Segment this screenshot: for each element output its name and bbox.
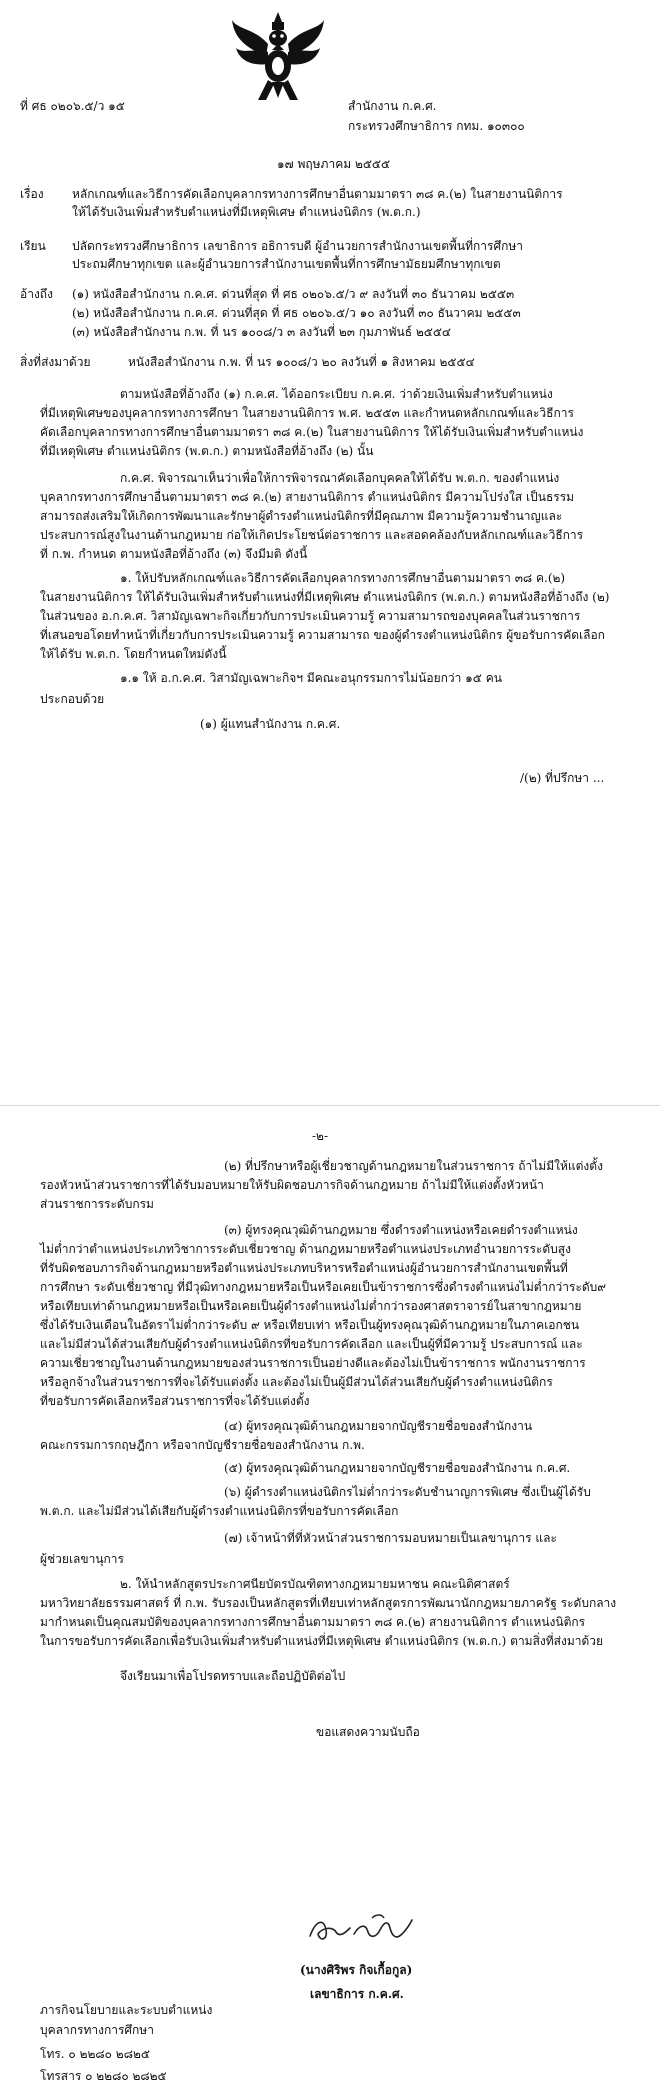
body-line: ในสายงานนิติการ ให้ได้รับเงินเพิ่มสำหรับตำแหน่งที่มีเหตุพิเศษ ตำแหน่งนิติกร (พ.ต.ก.) ตามหนังสือที่อ้างถึง (๒) xyxy=(40,590,610,604)
body-line: (๖) ผู้ดำรงตำแหน่งนิติกรไม่ต่ำกว่าระดับชำนาญการพิเศษ ซึ่งเป็นผู้ได้รับ xyxy=(224,1485,591,1499)
body-line: ให้ได้รับ พ.ต.ก. โดยกำหนดใหม่ดังนี้ xyxy=(40,647,227,661)
body-line: ในส่วนของ อ.ก.ค.ศ. วิสามัญเฉพาะกิจเกี่ยวกับการประเมินความรู้ ความสามารถของบุคคลในส่วนราชการ xyxy=(40,609,581,623)
body-line: ๑. ให้ปรับหลักเกณฑ์และวิธีการคัดเลือกบุคลากรทางการศึกษาอื่นตามมาตรา ๓๘ ค.(๒) xyxy=(120,571,566,585)
recipient-label: เรียน xyxy=(20,239,46,253)
body-line: ประสบการณ์สูงในงานด้านกฎหมาย ก่อให้เกิดประโยชน์ต่อราชการ และสอดคล้องกับหลักเกณฑ์และวิธีการ xyxy=(40,528,584,542)
body-line: (๕) ผู้ทรงคุณวุฒิด้านกฎหมายจากบัญชีรายชื่อของสำนักงาน ก.ค.ศ. xyxy=(224,1461,571,1475)
body-line: ซึ่งได้รับเงินเดือนในอัตราไม่ต่ำกว่าระดับ ๙ หรือเทียบเท่า หรือเป็นผู้ทรงคุณวุฒิด้านกฎหมายในภาคเอกชน xyxy=(40,1318,580,1332)
footer-fax: โทรสาร ๐ ๒๒๘๐ ๒๘๒๕ xyxy=(40,2069,167,2083)
footer-unit: ภารกิจนโยบายและระบบตำแหน่ง xyxy=(40,2003,213,2017)
subject-label: เรื่อง xyxy=(20,187,44,201)
document-date: ๑๗ พฤษภาคม ๒๕๕๕ xyxy=(277,157,391,171)
signature-icon xyxy=(306,1910,416,1948)
body-line: (๑) ผู้แทนสำนักงาน ก.ค.ศ. xyxy=(200,717,341,731)
body-line: ความเชี่ยวชาญในงานด้านกฎหมายของส่วนราชการเป็นอย่างดีและต้องไม่เป็นข้าราชการ พนักงานราชการ xyxy=(40,1356,586,1370)
body-line: ตามหนังสือที่อ้างถึง (๑) ก.ค.ศ. ได้ออกระเบียบ ก.ค.ศ. ว่าด้วยเงินเพิ่มสำหรับตำแหน่ง xyxy=(120,387,553,401)
body-line: มากำหนดเป็นคุณสมบัติของบุคลากรทางการศึกษาอื่นตามมาตรา ๓๘ ค.(๒) สายงานนิติการ ตำแหน่งนิติกร xyxy=(40,1615,586,1629)
footer-phone: โทร. ๐ ๒๒๘๐ ๒๘๒๕ xyxy=(40,2047,150,2061)
body-line: (๓) ผู้ทรงคุณวุฒิด้านกฎหมาย ซึ่งดำรงตำแหน่งหรือเคยดำรงตำแหน่ง xyxy=(224,1223,578,1237)
body-line: และไม่มีส่วนได้ส่วนเสียกับผู้ดำรงตำแหน่งนิติกรที่ขอรับการคัดเลือก และเป็นผู้ที่มีความรู้ ประสบการณ์ และ xyxy=(40,1337,583,1351)
body-line: คณะกรรมการกฤษฎีกา หรือจากบัญชีรายชื่อของสำนักงาน ก.พ. xyxy=(40,1438,365,1452)
body-line: ในการขอรับการคัดเลือกเพื่อรับเงินเพิ่มสำหรับตำแหน่งที่มีเหตุพิเศษ ตำแหน่งนิติกร (พ.ต.ก.) ตามสิ่งที่ส่งมาด้วย xyxy=(40,1634,604,1648)
body-line: การศึกษา ระดับเชี่ยวชาญ ที่มีวุฒิทางกฎหมายหรือเป็นหรือเคยเป็นข้าราชการซึ่งดำรงตำแหน่งไม่ต่ำกว่าระดับ๙ xyxy=(40,1280,607,1294)
enclosure-label: สิ่งที่ส่งมาด้วย xyxy=(20,355,91,369)
document-number: ที่ ศธ ๐๒๐๖.๕/ว ๑๕ xyxy=(20,99,125,113)
closing-salutation: ขอแสดงความนับถือ xyxy=(316,1725,420,1739)
subject-line: หลักเกณฑ์และวิธีการคัดเลือกบุคลากรทางการศึกษาอื่นตามมาตรา ๓๘ ค.(๒) ในสายงานนิติการ xyxy=(72,187,563,201)
body-line: ที่รับผิดชอบภารกิจด้านกฎหมายหรือตำแหน่งประเภทบริหารหรือตำแหน่งผู้อำนวยการสำนักงานเขตพื้นที่ xyxy=(40,1261,568,1275)
body-line: ที่ ก.พ. กำหนด ตามหนังสือที่อ้างถึง (๓) จึงมีมติ ดังนี้ xyxy=(40,547,308,561)
references-label: อ้างถึง xyxy=(20,287,53,301)
body-line: สามารถส่งเสริมให้เกิดการพัฒนาและรักษาผู้ดำรงตำแหน่งนิติกรที่มีคุณภาพ มีความรู้ความชำนาญและ xyxy=(40,509,563,523)
garuda-emblem-icon xyxy=(228,8,328,103)
body-line: หรือเทียบเท่าด้านกฎหมายหรือเป็นหรือเคยเป็นผู้ดำรงตำแหน่งไม่ต่ำกว่ารองศาสตราจารย์ในสาขากฎหมาย xyxy=(40,1299,582,1313)
body-line: หรือลูกจ้างในส่วนราชการที่จะได้รับแต่งตั้ง และต้องไม่เป็นผู้มีส่วนได้ส่วนเสียกับผู้ดำรงตำแหน่งนิติกร xyxy=(40,1375,553,1389)
body-line: (๔) ผู้ทรงคุณวุฒิด้านกฎหมายจากบัญชีรายชื่อของสำนักงาน xyxy=(224,1419,533,1433)
reference-item: (๒) หนังสือสำนักงาน ก.ค.ศ. ด่วนที่สุด ที่ ศธ ๐๒๐๖.๕/ว ๑๐ ลงวันที่ ๓๐ ธันวาคม ๒๕๕๓ xyxy=(72,306,521,320)
body-line: คัดเลือกบุคลากรทางการศึกษาอื่นตามมาตรา ๓๘ ค.(๒) ในสายงานนิติการ ให้ได้รับเงินเพิ่มสำหรับตำแหน่ง xyxy=(40,425,584,439)
body-line: พ.ต.ก. และไม่มีส่วนได้เสียกับผู้ดำรงตำแหน่งนิติกรที่ขอรับการคัดเลือก xyxy=(40,1504,399,1518)
body-line: ที่เสนอขอโดยทำหน้าที่เกี่ยวกับการประเมินความรู้ ความสามารถ ของผู้ดำรงตำแหน่งนิติกร ผู้ขอรับการคัดเลือก xyxy=(40,628,605,642)
body-line: ส่วนราชการระดับกรม xyxy=(40,1197,154,1211)
body-line: (๗) เจ้าหน้าที่ที่หัวหน้าส่วนราชการมอบหมายเป็นเลขานุการ และ xyxy=(224,1531,557,1545)
footer-unit: บุคลากรทางการศึกษา xyxy=(40,2023,154,2037)
body-line: ผู้ช่วยเลขานุการ xyxy=(40,1552,124,1566)
office-name: สำนักงาน ก.ค.ศ. xyxy=(348,99,437,113)
body-line: ก.ค.ศ. พิจารณาเห็นว่าเพื่อให้การพิจารณาคัดเลือกบุคคลให้ได้รับ พ.ต.ก. ของตำแหน่ง xyxy=(120,471,560,485)
reference-item: (๓) หนังสือสำนักงาน ก.พ. ที่ นร ๑๐๐๘/ว ๓ ลงวันที่ ๒๓ กุมภาพันธ์ ๒๕๕๔ xyxy=(72,325,452,339)
body-line: (๒) ที่ปรึกษาหรือผู้เชี่ยวชาญด้านกฎหมายในส่วนราชการ ถ้าไม่มีให้แต่งตั้ง xyxy=(224,1159,603,1173)
signer-position: เลขาธิการ ก.ค.ศ. xyxy=(310,1987,404,2001)
continuation-marker: /(๒) ที่ปรึกษา ... xyxy=(520,771,605,785)
body-line: ที่มีเหตุพิเศษ ตำแหน่งนิติกร (พ.ต.ก.) ตามหนังสือที่อ้างถึง (๒) นั้น xyxy=(40,444,374,458)
body-line: ที่ขอรับการคัดเลือกหรือส่วนราชการที่จะได้รับแต่งตั้ง xyxy=(40,1394,310,1408)
body-line: ที่มีเหตุพิเศษของบุคลากรทางการศึกษา ในสายงานนิติการ พ.ศ. ๒๕๕๓ และกำหนดหลักเกณฑ์และวิธีการ xyxy=(40,406,574,420)
body-line: ๑.๑ ให้ อ.ก.ค.ศ. วิสามัญเฉพาะกิจฯ มีคณะอนุกรรมการไม่น้อยกว่า ๑๕ คน xyxy=(120,671,502,685)
body-line: บุคลากรทางการศึกษาอื่นตามมาตรา ๓๘ ค.(๒) สายงานนิติการ ตำแหน่งนิติกร มีความโปร่งใส เป็นธรรม xyxy=(40,490,575,504)
enclosure-text: หนังสือสำนักงาน ก.พ. ที่ นร ๑๐๐๘/ว ๒๐ ลงวันที่ ๑ สิงหาคม ๒๕๕๔ xyxy=(128,355,475,369)
recipient-line: ปลัดกระทรวงศึกษาธิการ เลขาธิการ อธิการบดี ผู้อำนวยการสำนักงานเขตพื้นที่การศึกษา xyxy=(72,239,524,253)
subject-line: ให้ได้รับเงินเพิ่มสำหรับตำแหน่งที่มีเหตุพิเศษ ตำแหน่งนิติกร (พ.ต.ก.) xyxy=(72,205,421,219)
signer-name: (นางศิริพร กิจเกื้อกูล) xyxy=(300,1963,413,1977)
body-line: ประกอบด้วย xyxy=(40,692,105,706)
body-line: ๒. ให้นำหลักสูตรประกาศนียบัตรบัณฑิตทางกฎหมายมหาชน คณะนิติศาสตร์ xyxy=(120,1577,510,1591)
body-line: ไม่ต่ำกว่าตำแหน่งประเภทวิชาการระดับเชี่ยวชาญ ด้านกฎหมายหรือตำแหน่งประเภทอำนวยการระดับสูง xyxy=(40,1242,571,1256)
recipient-line: ประถมศึกษาทุกเขต และผู้อำนวยการสำนักงานเขตพื้นที่การศึกษามัธยมศึกษาทุกเขต xyxy=(72,257,501,271)
office-address: กระทรวงศึกษาธิการ กทม. ๑๐๓๐๐ xyxy=(348,119,525,133)
body-line: จึงเรียนมาเพื่อโปรดทราบและถือปฏิบัติต่อไป xyxy=(120,1669,346,1683)
reference-item: (๑) หนังสือสำนักงาน ก.ค.ศ. ด่วนที่สุด ที่ ศธ ๐๒๐๖.๕/ว ๙ ลงวันที่ ๓๐ ธันวาคม ๒๕๕๓ xyxy=(72,287,515,301)
page-number: -๒- xyxy=(312,1129,329,1143)
body-line: มหาวิทยาลัยธรรมศาสตร์ ที่ ก.พ. รับรองเป็นหลักสูตรที่เทียบเท่าหลักสูตรการพัฒนานักกฎหมายภาครัฐ ระดับกลาง xyxy=(40,1596,617,1610)
page-divider xyxy=(0,1105,660,1106)
body-line: รองหัวหน้าส่วนราชการที่ได้รับมอบหมายให้รับผิดชอบภารกิจด้านกฎหมาย ถ้าไม่มีให้แต่งตั้งหัวหน้า xyxy=(40,1178,544,1192)
